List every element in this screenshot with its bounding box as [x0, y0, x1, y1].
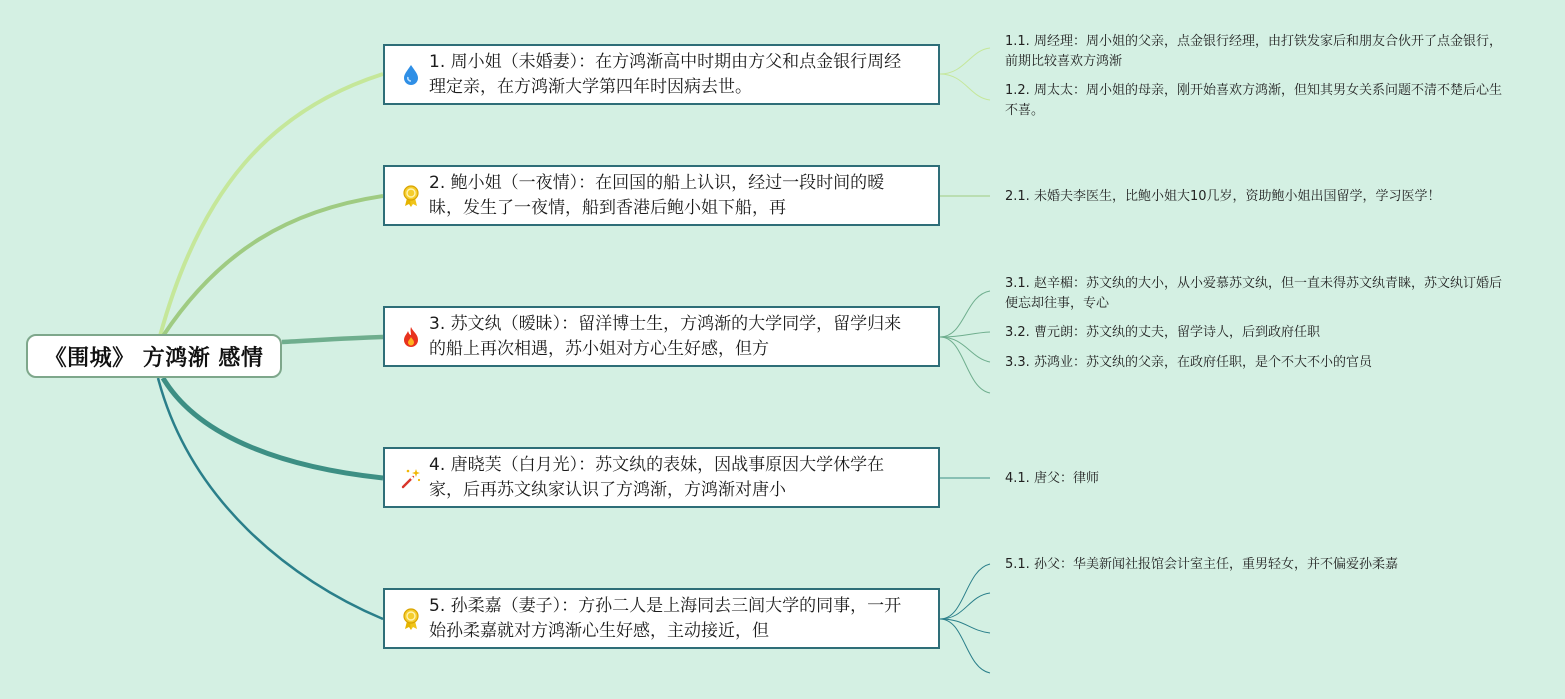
magic-wand-icon — [399, 466, 423, 490]
connector-root-branch-2 — [163, 196, 383, 336]
connector-root-branch-3 — [282, 337, 383, 342]
subtopic-text: 2.1. 未婚夫李医生，比鲍小姐大10几岁，资助鲍小姐出国留学，学习医学！ — [1005, 189, 1441, 204]
branch-topic-text: 3. 苏文纨（暧昧）：留洋博士生，方鸿渐的大学同学，留学归来的船上再次相遇，苏小姐对方心生好感，但方 — [429, 313, 902, 359]
branch-topic-text: 5. 孙柔嘉（妻子）：方孙二人是上海同去三闾大学的同事，一开始孙柔嘉就对方鸿渐心生好感，主动接近，但 — [429, 595, 902, 641]
connector-root-branch-4 — [163, 378, 383, 478]
subtopic-text: 3.2. 曹元朗：苏文纨的丈夫，留学诗人，后到政府任职 — [1005, 325, 1320, 340]
connector-3-1 — [940, 291, 990, 337]
connector-5-2 — [940, 593, 990, 619]
connector-3-4 — [940, 337, 990, 393]
subtopic-text: 4.1. 唐父：律师 — [1005, 471, 1099, 486]
subtopic-3-2[interactable] — [1005, 323, 1505, 343]
root-topic-title: 《围城》 方鸿渐 感情 — [44, 345, 264, 371]
connector-1-1 — [940, 48, 990, 74]
subtopic-text: 1.1. 周经理：周小姐的父亲，点金银行经理，由打铁发家后和朋友合伙开了点金银行，前期比较喜欢方鸿渐 — [1005, 34, 1502, 69]
fire-icon — [399, 325, 423, 349]
branch-topic-text: 2. 鲍小姐（一夜情）：在回国的船上认识，经过一段时间的暧昧，发生了一夜情，船到香港后鲍小姐下船，再 — [429, 172, 885, 218]
subtopic-1-1[interactable] — [1005, 32, 1505, 72]
connector-3-2 — [940, 332, 990, 337]
connector-5-1 — [940, 564, 990, 619]
connector-1-2 — [940, 74, 990, 100]
branch-topic-1[interactable] — [383, 44, 940, 105]
connector-3-3 — [940, 337, 990, 362]
subtopic-2-1[interactable] — [1005, 187, 1505, 207]
award-medal-icon — [399, 607, 423, 631]
subtopic-3-3[interactable] — [1005, 353, 1505, 373]
branch-topic-3[interactable] — [383, 306, 940, 367]
subtopic-1-2[interactable] — [1005, 81, 1505, 121]
subtopic-3-1[interactable] — [1005, 274, 1505, 314]
subtopic-4-1[interactable] — [1005, 469, 1505, 489]
subtopic-text: 1.2. 周太太：周小姐的母亲，刚开始喜欢方鸿渐，但知其男女关系问题不清不楚后心生不喜。 — [1005, 83, 1502, 118]
connector-5-4 — [940, 619, 990, 673]
branch-topic-5[interactable] — [383, 588, 940, 649]
subtopic-5-1[interactable] — [1005, 555, 1505, 575]
subtopic-text: 3.3. 苏鸿业：苏文纨的父亲，在政府任职，是个不大不小的官员 — [1005, 355, 1372, 370]
branch-topic-2[interactable] — [383, 165, 940, 226]
water-drop-icon — [399, 63, 423, 87]
branch-topic-4[interactable] — [383, 447, 940, 508]
branch-topic-text: 4. 唐晓芙（白月光）：苏文纨的表妹，因战事原因大学休学在家，后再苏文纨家认识了方鸿渐，方鸿渐对唐小 — [429, 454, 885, 500]
award-medal-icon — [399, 184, 423, 208]
subtopic-text: 5.1. 孙父：华美新闻社报馆会计室主任，重男轻女，并不偏爱孙柔嘉 — [1005, 557, 1398, 572]
branch-topic-text: 1. 周小姐（未婚妻）：在方鸿渐高中时期由方父和点金银行周经理定亲，在方鸿渐大学第四年时因病去世。 — [429, 51, 902, 97]
subtopic-text: 3.1. 赵辛楣：苏文纨的大小，从小爱慕苏文纨，但一直未得苏文纨青睐，苏文纨订婚后便忘却往事，专心 — [1005, 276, 1502, 311]
root-topic[interactable] — [26, 334, 282, 378]
